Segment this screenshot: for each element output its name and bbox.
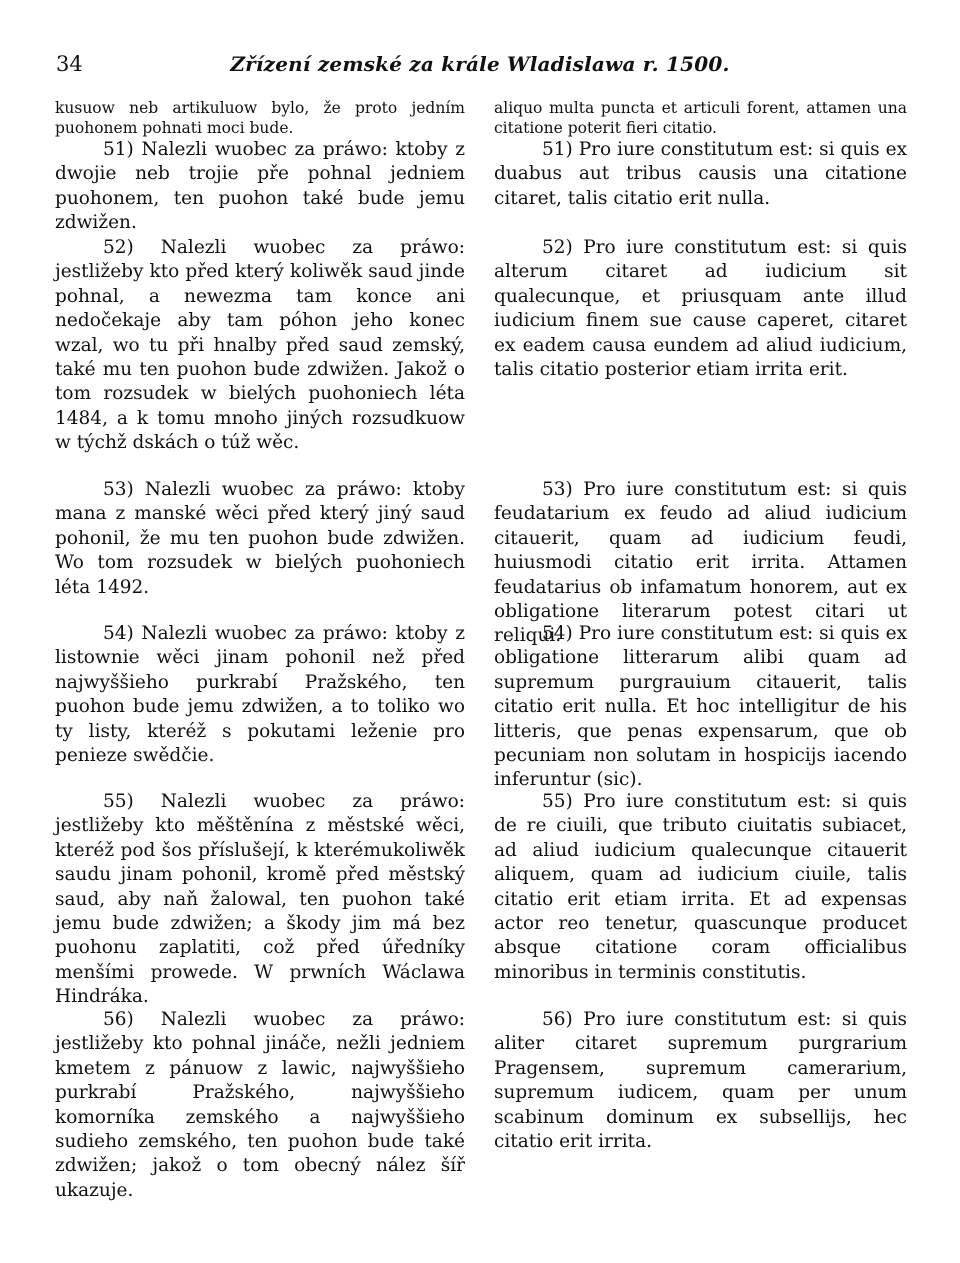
latin-article-52: 52) Pro iure constitutum est: si quis alterum citaret ad iudicium sit qualecunque, et priusquam ante illud iudicium finem sue cause caperet, citaret ex eadem causa eundem ad aliud iudicium, talis citatio posterior etiam irrita erit. xyxy=(494,237,907,381)
latin-article-51: 51) Pro iure constitutum est: si quis ex duabus aut tribus causis una citatione citaret, talis citatio erit nulla. xyxy=(494,139,907,209)
latin-article-53: 53) Pro iure constitutum est: si quis feudatarium ex feudo ad aliud iudicium citauerit, quam ad iudicium feudi, huiusmodi citatio erit irrita. Attamen feudatarius ob infamatum honorem, aut ex obligatione literarum potest citari ut reliqui. xyxy=(494,479,907,647)
latin-article-56: 56) Pro iure constitutum est: si quis aliter citaret supremum purgrarium Pragensem, supremum camerarium, supremum iudicem, quam per unum scabinum dominum ex subsellijs, hec citatio erit irrita. xyxy=(494,1009,907,1153)
czech-article-51: 51) Nalezli wuobec za práwo: ktoby z dwojie neb trojie pře pohnal jedniem puohonem, ten puohon také bude jemu zdwižen. xyxy=(55,139,465,234)
czech-article-53: 53) Nalezli wuobec za práwo: ktoby mana z manské wěci před který jiný saud pohonil, že mu ten puohon bude zdwižen. Wo tom rozsudek w bielých puohoniech léta 1492. xyxy=(55,479,465,598)
czech-article-56: 56) Nalezli wuobec za práwo: jestližeby kto pohnal jináče, nežli jedniem kmetem z pánuow z lawic, najwyššieho purkrabí Pražského, najwyššieho komorníka zemského a najwyššieho sudieho zemského, ten puohon bude také zdwižen; jakož o tom obecný nález šíř ukazuje. xyxy=(55,1009,465,1201)
latin-article-54: 54) Pro iure constitutum est: si quis ex obligatione litterarum alibi quam ad supremum purgrauium citauerit, talis citatio erit nulla. Et hoc intelligitur de his litteris, que penas expensarum, que ob pecuniam non solutam in hospicijs iacendo inferuntur (sic). xyxy=(494,623,907,791)
latin-article-55: 55) Pro iure constitutum est: si quis de re ciuili, que tributo ciuitatis subiacet, ad aliud iudicium qualecunque citauerit aliquem, quam ad iudicium ciuile, talis citatio erit etiam irrita. Et ad expensas actor reo tenetur, quascunque producet absque citatione coram officialibus minoribus in terminis constitutis. xyxy=(494,791,907,983)
running-title: Zřízení zemské za krále Wladislawa r. 1500. xyxy=(230,52,730,76)
latin-continuation-text: aliquo multa puncta et articuli forent, attamen una citatione poterit fieri citatio. xyxy=(494,99,907,137)
czech-continuation-text: kusuow neb artikuluow bylo, že proto jedním puohonem pohnati moci bude. xyxy=(55,99,465,137)
czech-article-55: 55) Nalezli wuobec za práwo: jestližeby kto měštěnína z městské wěci, kteréž pod šos příslušejí, k kterémukoliwěk saudu jinam pohonil, kromě před městský saud, aby naň žalowal, ten puohon také jemu bude zdwižen; a škody jim má bez puohonu zaplatiti, což před úředníky menšími prowede. W prwních Wáclawa Hindráka. xyxy=(55,791,465,1008)
page-number: 34 xyxy=(56,52,83,76)
czech-article-54: 54) Nalezli wuobec za práwo: ktoby z listownie wěci jinam pohonil než před najwyššieho purkrabí Pražského, ten puohon bude jemu zdwižen, a to toliko wo ty listy, kteréž s pokutami leženie pro penieze swědčie. xyxy=(55,623,465,767)
page-header xyxy=(0,52,960,82)
czech-article-52: 52) Nalezli wuobec za práwo: jestližeby kto před který koliwěk saud jinde pohnal, a newezma tam konce ani nedočekaje aby tam póhon jeho konec wzal, wo tu při hnalby před saud zemský, také mu ten puohon bude zdwižen. Jakož o tom rozsudek w bielých puohoniech léta 1484, a k tomu mnoho jiných rozsudkuow w týchž dskách o túž wěc. xyxy=(55,237,465,454)
